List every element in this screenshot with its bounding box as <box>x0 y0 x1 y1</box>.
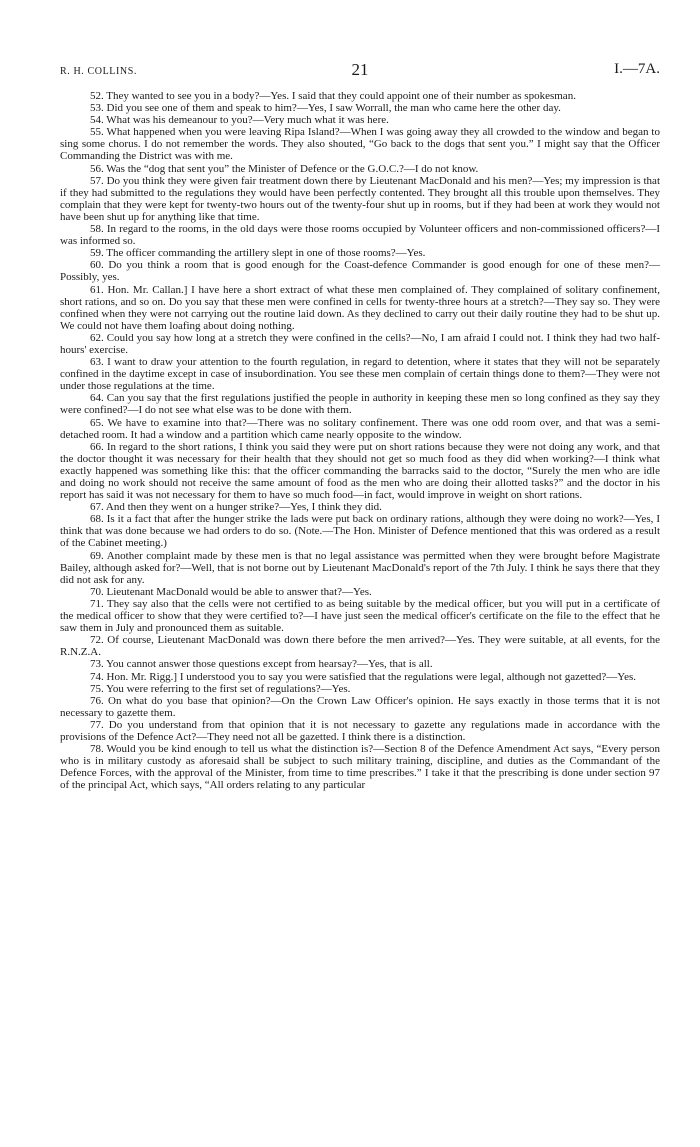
testimony-paragraph: 71. They say also that the cells were not certified to as being suitable by the medical officer, but you will put in a certificate of the medical officer to show that they were certified to?—I have just seen the medical officer's certificate on the file to the effect that he saw them in July and pronounced them as suitable. <box>60 597 660 635</box>
testimony-paragraph: 53. Did you see one of them and speak to him?—Yes, I saw Worrall, the man who came here the other day. <box>90 102 561 115</box>
page-number: 21 <box>351 60 369 79</box>
testimony-paragraph: 72. Of course, Lieutenant MacDonald was down there before the men arrived?—Yes. They were suitable, at all events, for the R.N.Z.A. <box>60 634 660 659</box>
testimony-paragraph: 52. They wanted to see you in a body?—Yes. I said that they could appoint one of their number as spokesman. <box>90 90 576 102</box>
testimony-paragraph: 77. Do you understand from that opinion that it is not necessary to gazette any regulations made in accordance with the provisions of the Defence Act?—They need not all be gazetted. I think there is a distinction. <box>60 718 660 743</box>
testimony-paragraph: 78. Would you be kind enough to tell us what the distinction is?—Section 8 of the Defence Amendment Act says, “Every person who is in military custody as aforesaid shall be subject to such military training, discipline, and duties as the Commandant of the Defence Forces, with the approval of the Minister, from time to time prescribes.” I take it that the prescribing is done under section 97 of the principal Act, which says, “All orders relating to any particular <box>60 743 660 792</box>
testimony-paragraph: 67. And then they went on a hunger strike?—Yes, I think they did. <box>90 501 382 514</box>
testimony-paragraph: 63. I want to draw your attention to the fourth regulation, in regard to detention, where it states that they will not be separately confined in the daytime except in case of insubordination. You see these men complain of certain things done to them?—They were not under those regulations at the time. <box>60 356 660 393</box>
testimony-paragraph: 60. Do you think a room that is good enough for the Coast-defence Commander is good enough for one of these men?—Possibly, yes. <box>60 259 660 284</box>
testimony-paragraph: 65. We have to examine into that?—There was no solitary confinement. There was one odd room over, and that was a semi-detached room. It had a window and a partition which came nearly opposite to the window. <box>60 416 660 441</box>
testimony-paragraph: 64. Can you say that the first regulations justified the people in authority in keeping these men so long confined as they say they were confined?—I do not see what else was to be done with them. <box>60 392 660 417</box>
document-page <box>60 58 660 791</box>
paper-reference: I.—7A. <box>614 61 660 77</box>
testimony-paragraph: 76. On what do you base that opinion?—On the Crown Law Officer's opinion. He says exactly in those terms that it is not necessary to gazette them. <box>60 694 660 719</box>
page-header <box>60 58 660 88</box>
testimony-text <box>60 90 660 791</box>
testimony-paragraph: 55. What happened when you were leaving Ripa Island?—When I was going away they all crowded to the window and began to sing some chorus. I do not remember the words. They also shouted, “Go back to the dogs that sent you.” I might say that the Officer Commanding the District was with me. <box>60 126 660 163</box>
testimony-paragraph: 69. Another complaint made by these men is that no legal assistance was permitted when they were brought before Magistrate Bailey, although asked for?—Well, that is not borne out by Lieutenant MacDonald's report of the 7th July. I think he says there that they did not ask for any. <box>60 549 660 586</box>
testimony-paragraph: 75. You were referring to the first set of regulations?—Yes. <box>90 682 351 695</box>
testimony-paragraph: 59. The officer commanding the artillery slept in one of those rooms?—Yes. <box>90 247 426 260</box>
testimony-paragraph: 73. You cannot answer those questions except from hearsay?—Yes, that is all. <box>90 658 433 671</box>
testimony-paragraph: 66. In regard to the short rations, I think you said they were put on short rations because they were not doing any work, and that the doctor thought it was necessary for their health that they should not get so much food as they did when working?—I think what exactly happened was something like this: that the officer commanding the barracks said to the doctor, “Surely the men who are idle and doing no work should not receive the same amount of food as the men who are doing their allotted tasks?” and the doctor in his report has said it was not necessary for them to have so much food—in fact, would improve in weight on short rations. <box>60 440 660 502</box>
testimony-paragraph: 54. What was his demeanour to you?—Very much what it was here. <box>90 114 389 127</box>
testimony-paragraph: 58. In regard to the rooms, in the old days were those rooms occupied by Volunteer officers and non-commissioned officers?—I was informed so. <box>60 223 660 248</box>
testimony-paragraph: 62. Could you say how long at a stretch they were confined in the cells?—No, I am afraid I could not. I think they had two half-hours' exercise. <box>60 331 660 356</box>
testimony-paragraph: 57. Do you think they were given fair treatment down there by Lieutenant MacDonald and his men?—Yes; my impression is that if they had submitted to the regulations they would have been perfectly contented. They brought all this trouble upon themselves. They complain that they were kept for twenty-two hours out of the twenty-four shut up in rooms, but if they had been at work they would not have been shut up for anything like that time. <box>60 174 660 223</box>
testimony-paragraph: 68. Is it a fact that after the hunger strike the lads were put back on ordinary rations, although they were doing no work?—Yes, I think that was done because we had orders to do so. (Note.—The Hon. Minister of Defence mentioned that this was ordered as a result of the Cabinet meeting.) <box>60 513 660 550</box>
testimony-paragraph: 70. Lieutenant MacDonald would be able to answer that?—Yes. <box>90 585 372 598</box>
testimony-paragraph: 61. Hon. Mr. Callan.] I have here a short extract of what these men complained of. They complained of solitary confinement, short rations, and so on. Do you say that these men were confined in cells for twenty-three hours at a stretch?—They say so. They were confined when they were not carrying out the routine laid down. As they declined to carry out their daily routine they had to be shut up. We could not have them loafing about doing nothing. <box>60 283 660 332</box>
testimony-paragraph: 74. Hon. Mr. Rigg.] I understood you to say you were satisfied that the regulations were legal, although not gazetted?—Yes. <box>90 670 637 683</box>
testimony-paragraph: 56. Was the “dog that sent you” the Minister of Defence or the G.O.C.?—I do not know. <box>90 162 479 175</box>
witness-name: R. H. COLLINS. <box>60 66 138 77</box>
